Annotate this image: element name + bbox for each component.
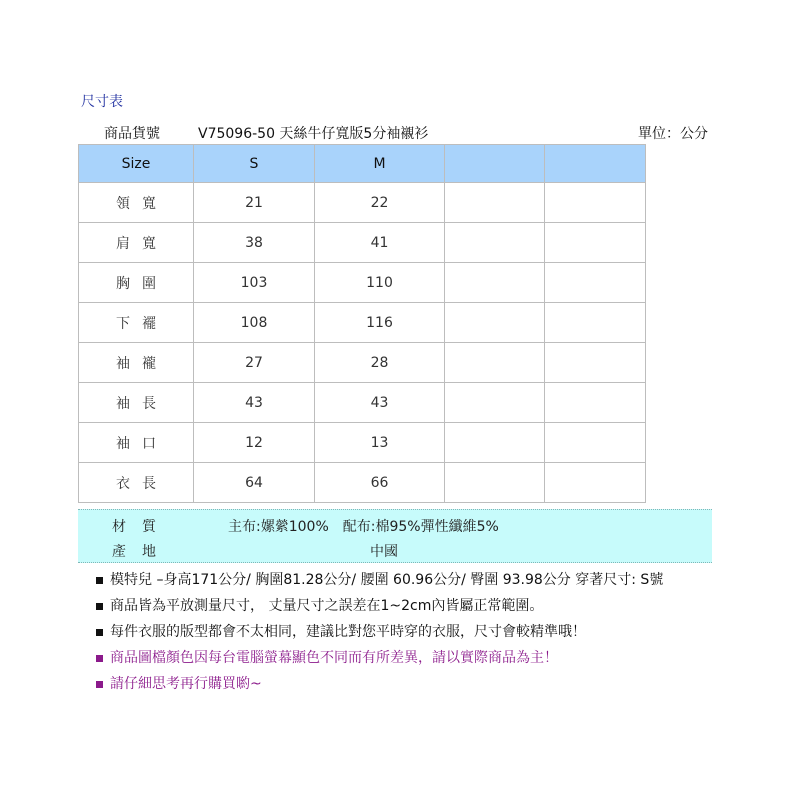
size-value-cell: 108 (194, 303, 315, 343)
size-value-cell: 38 (194, 223, 315, 263)
square-bullet-icon (96, 577, 103, 584)
row-label: 肩寬 (79, 223, 194, 263)
size-value-cell: 43 (315, 383, 445, 423)
row-label: 胸圍 (79, 263, 194, 303)
header-cell-size: Size (79, 145, 194, 183)
size-value-cell: 103 (194, 263, 315, 303)
size-value-cell: 21 (194, 183, 315, 223)
section-title: 尺寸表 (81, 94, 123, 110)
row-label: 袖長 (79, 383, 194, 423)
origin-value: 中國 (370, 544, 398, 560)
size-value-cell: 22 (315, 183, 445, 223)
origin-label: 產地 (112, 544, 172, 560)
note-text: 商品皆為平放測量尺寸， 丈量尺寸之誤差在1~2cm內皆屬正常範圍。 (110, 598, 544, 614)
table-row (79, 463, 646, 503)
note-text: 請仔細思考再行購買喲~ (110, 676, 262, 692)
product-code-label: 商品貨號 (104, 126, 160, 142)
list-item (96, 674, 796, 700)
size-value-cell: 41 (315, 223, 445, 263)
row-label: 衣長 (79, 463, 194, 503)
material-origin-box (78, 509, 712, 563)
size-value-cell (545, 423, 646, 463)
size-table (78, 144, 646, 503)
product-info-line (104, 123, 714, 143)
size-value-cell: 66 (315, 463, 445, 503)
size-value-cell: 28 (315, 343, 445, 383)
table-row (79, 263, 646, 303)
size-value-cell (445, 223, 545, 263)
notes-list (96, 570, 796, 700)
product-code-name: V75096-50 天絲牛仔寬版5分袖襯衫 (198, 126, 429, 142)
size-value-cell (445, 263, 545, 303)
row-label: 袖襱 (79, 343, 194, 383)
header-cell-s: S (194, 145, 315, 183)
size-value-cell (445, 383, 545, 423)
size-value-cell: 12 (194, 423, 315, 463)
size-value-cell (545, 223, 646, 263)
square-bullet-icon (96, 629, 103, 636)
table-row (79, 383, 646, 423)
header-cell-empty-1 (445, 145, 545, 183)
size-value-cell (445, 303, 545, 343)
header-cell-empty-2 (545, 145, 646, 183)
size-value-cell: 116 (315, 303, 445, 343)
square-bullet-icon (96, 655, 103, 662)
table-row (79, 183, 646, 223)
size-value-cell (545, 343, 646, 383)
size-value-cell: 110 (315, 263, 445, 303)
list-item (96, 622, 796, 648)
table-row (79, 423, 646, 463)
size-value-cell (445, 463, 545, 503)
table-row (79, 303, 646, 343)
header-cell-m: M (315, 145, 445, 183)
row-label: 袖口 (79, 423, 194, 463)
note-text: 每件衣服的版型都會不太相同，建議比對您平時穿的衣服，尺寸會較精準哦！ (110, 624, 586, 640)
table-row (79, 223, 646, 263)
size-value-cell (545, 383, 646, 423)
material-label: 材質 (112, 519, 172, 535)
size-table-header-row (79, 145, 646, 183)
note-text: 模特兒 –身高171公分/ 胸圍81.28公分/ 腰圍 60.96公分/ 臀圍 93.98公分 穿著尺寸: S號 (110, 572, 664, 588)
size-value-cell (545, 303, 646, 343)
square-bullet-icon (96, 681, 103, 688)
square-bullet-icon (96, 603, 103, 610)
size-value-cell: 13 (315, 423, 445, 463)
list-item (96, 596, 796, 622)
size-value-cell (445, 183, 545, 223)
size-value-cell: 64 (194, 463, 315, 503)
size-value-cell: 27 (194, 343, 315, 383)
row-label: 下襬 (79, 303, 194, 343)
list-item (96, 570, 796, 596)
unit-label: 單位：公分 (638, 126, 708, 142)
list-item (96, 648, 796, 674)
size-value-cell (545, 463, 646, 503)
size-value-cell (545, 183, 646, 223)
size-value-cell: 43 (194, 383, 315, 423)
note-text: 商品圖檔顏色因每台電腦螢幕顯色不同而有所差異，請以實際商品為主！ (110, 650, 558, 666)
size-value-cell (445, 343, 545, 383)
size-value-cell (545, 263, 646, 303)
material-value: 主布:嫘縈100% 配布:棉95%彈性纖維5% (228, 519, 499, 535)
size-value-cell (445, 423, 545, 463)
table-row (79, 343, 646, 383)
row-label: 領寬 (79, 183, 194, 223)
